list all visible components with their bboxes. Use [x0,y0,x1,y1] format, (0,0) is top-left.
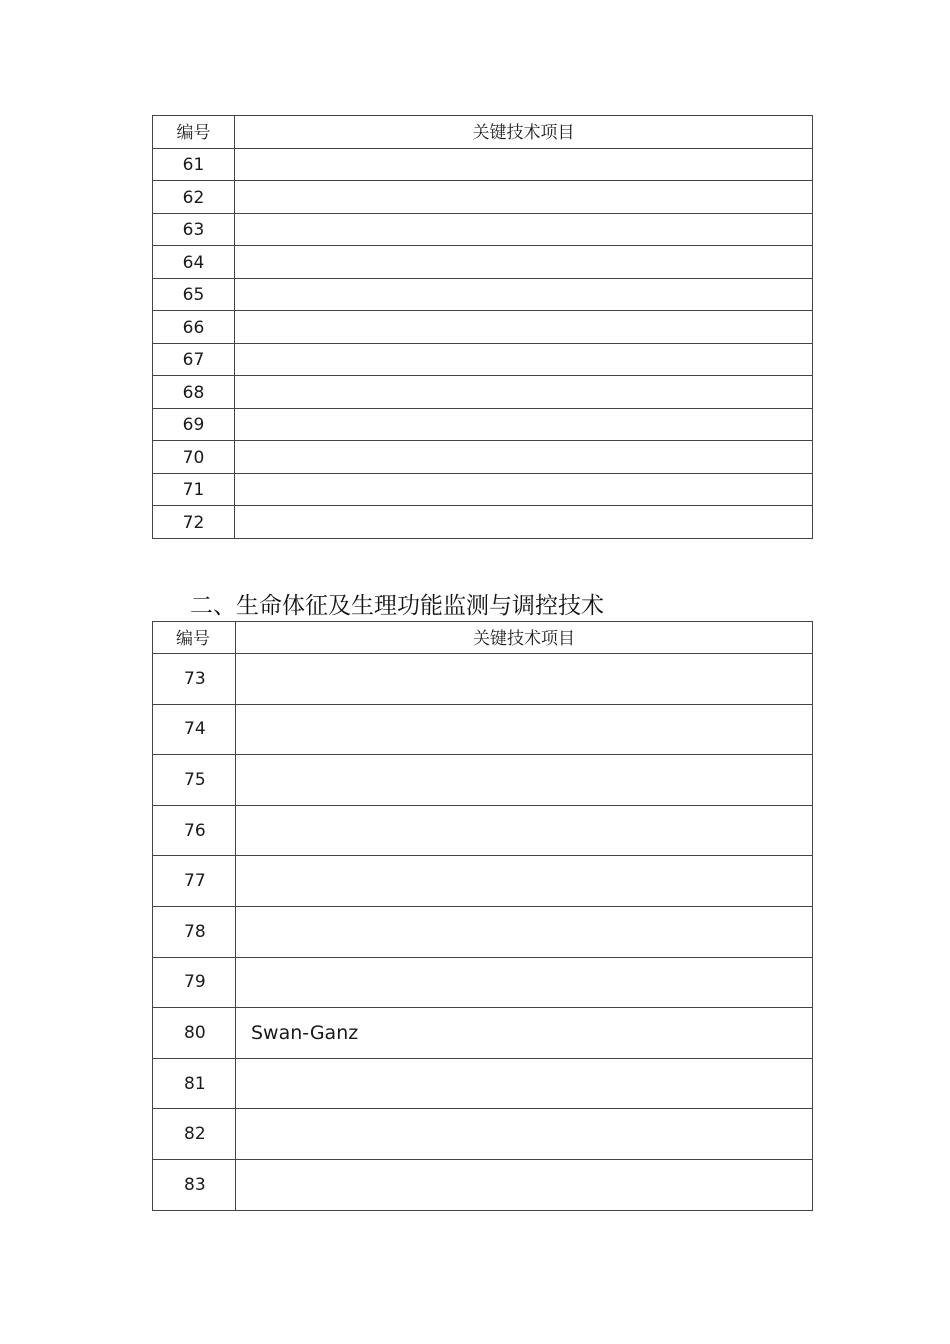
row-number: 73 [153,654,236,705]
row-number: 75 [153,755,236,806]
row-item [235,408,813,441]
row-number: 70 [153,441,235,474]
row-item [235,473,813,506]
row-number: 66 [153,311,235,344]
row-item [235,148,813,181]
row-item [235,213,813,246]
row-item [236,1109,813,1160]
row-number: 63 [153,213,235,246]
table-row [153,473,813,506]
table-row [153,246,813,279]
table-row [153,213,813,246]
table-row [153,755,813,806]
row-number: 83 [153,1159,236,1210]
technique-table-2 [152,621,813,1211]
table-row [153,181,813,214]
table-row [153,148,813,181]
row-item [236,957,813,1008]
header-item: 关键技术项目 [236,622,813,654]
row-item [235,441,813,474]
row-number: 62 [153,181,235,214]
table-row [153,441,813,474]
row-item [235,343,813,376]
table-row [153,704,813,755]
section-title: 二、生命体征及生理功能监测与调控技术 [190,593,604,619]
row-item [236,1159,813,1210]
row-item [235,246,813,279]
table-row [153,278,813,311]
row-item [236,1058,813,1109]
row-item [235,506,813,539]
row-item [235,181,813,214]
row-item [236,906,813,957]
row-item [236,856,813,907]
row-item [236,805,813,856]
row-item: Swan-Ganz [236,1008,813,1059]
table-row [153,376,813,409]
row-number: 64 [153,246,235,279]
table-row [153,654,813,705]
table-row [153,311,813,344]
row-number: 69 [153,408,235,441]
row-number: 65 [153,278,235,311]
row-item [235,376,813,409]
table-row [153,1058,813,1109]
row-number: 78 [153,906,236,957]
row-number: 72 [153,506,235,539]
table-row [153,906,813,957]
table-row [153,1159,813,1210]
table-1-body [153,148,813,538]
row-number: 80 [153,1008,236,1059]
row-number: 61 [153,148,235,181]
header-number: 编号 [153,116,235,149]
technique-table-1 [152,115,813,539]
table-row [153,856,813,907]
table-row [153,506,813,539]
table-row [153,1109,813,1160]
row-item [236,755,813,806]
table-header-row [153,116,813,149]
row-number: 79 [153,957,236,1008]
table-2-body [153,654,813,1211]
table-row [153,1008,813,1059]
row-item [236,704,813,755]
table-row [153,343,813,376]
row-number: 77 [153,856,236,907]
row-item [235,278,813,311]
header-item: 关键技术项目 [235,116,813,149]
row-number: 81 [153,1058,236,1109]
row-item [235,311,813,344]
table-row [153,408,813,441]
row-number: 82 [153,1109,236,1160]
row-number: 67 [153,343,235,376]
row-number: 68 [153,376,235,409]
row-item [236,654,813,705]
table-header-row [153,622,813,654]
row-number: 76 [153,805,236,856]
row-number: 74 [153,704,236,755]
table-row [153,805,813,856]
table-row [153,957,813,1008]
row-number: 71 [153,473,235,506]
header-number: 编号 [153,622,236,654]
